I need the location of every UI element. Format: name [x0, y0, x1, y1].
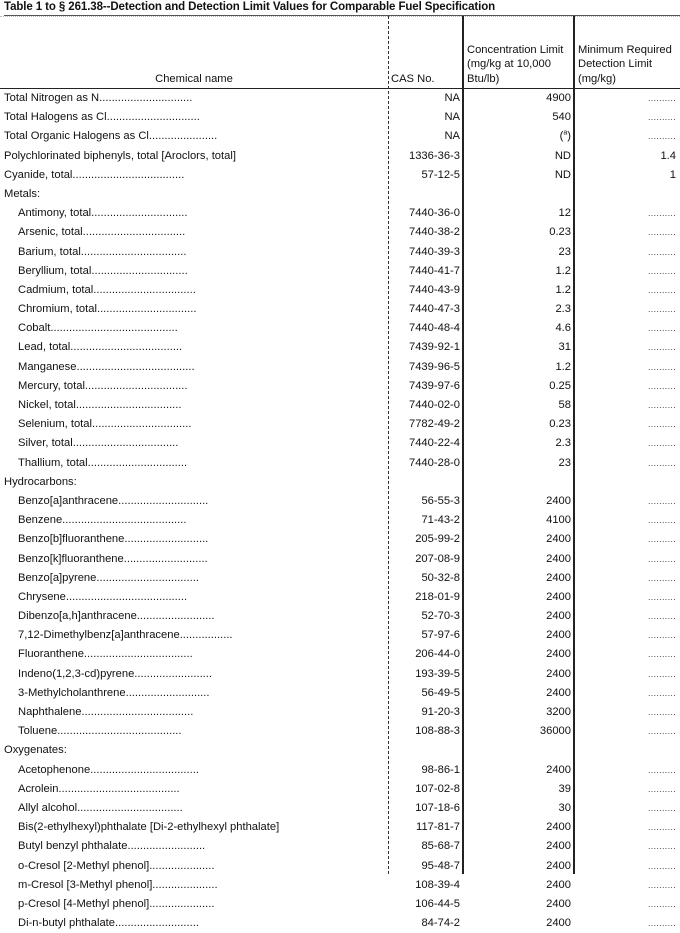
- chemical-name: Toluene........................................: [18, 725, 182, 738]
- concentration-limit: 540: [552, 111, 571, 124]
- table-row: [0, 358, 680, 377]
- chemical-name: Benzo[a]anthracene.............................: [18, 494, 209, 507]
- table-row: [0, 665, 680, 684]
- cas-number: 205-99-2: [415, 533, 460, 546]
- chemical-name: Benzo[k]fluoranthene...........................: [18, 552, 208, 565]
- chemical-name: Manganese......................................: [18, 360, 195, 373]
- cas-number: 95-48-7: [421, 859, 460, 872]
- min-detection-limit: ..........: [647, 879, 676, 890]
- concentration-limit: 1.2: [555, 283, 571, 296]
- cas-number: 57-97-6: [421, 629, 460, 642]
- table-row: [0, 837, 680, 856]
- cas-number: 106-44-5: [415, 897, 460, 910]
- chemical-name: Thallium, total................................: [18, 456, 188, 469]
- min-detection-limit: ..........: [647, 419, 676, 430]
- table-body: [0, 89, 680, 933]
- min-detection-limit: ..........: [647, 495, 676, 506]
- cas-number: 56-55-3: [421, 494, 460, 507]
- concentration-limit: 2400: [546, 763, 571, 776]
- group-header-row: [0, 185, 680, 204]
- table-row: [0, 338, 680, 357]
- table-row: [0, 645, 680, 664]
- min-detection-limit: ..........: [647, 898, 676, 909]
- cas-number: 85-68-7: [421, 840, 460, 853]
- chemical-name: Benzo[a]pyrene.................................: [18, 571, 199, 584]
- min-detection-limit: ..........: [647, 208, 676, 219]
- cas-number: 7782-49-2: [408, 418, 460, 431]
- chemical-name: m-Cresol [3-Methyl phenol].....................: [18, 878, 218, 891]
- table-row: [0, 857, 680, 876]
- concentration-limit: 1.2: [555, 360, 571, 373]
- concentration-limit: 2400: [546, 629, 571, 642]
- cas-number: 107-02-8: [415, 782, 460, 795]
- chemical-name: Dibenzo[a,h]anthracene.........................: [18, 610, 215, 623]
- chemical-name: 3-Methylcholanthrene...........................: [18, 686, 210, 699]
- concentration-limit: 4.6: [555, 322, 571, 335]
- cas-number: 57-12-5: [421, 168, 460, 181]
- table-row: [0, 89, 680, 108]
- min-detection-limit: ..........: [647, 841, 676, 852]
- chemical-name: Silver, total..................................: [18, 437, 179, 450]
- min-detection-limit: ..........: [647, 918, 676, 929]
- min-detection-limit: ..........: [647, 323, 676, 334]
- chemical-name: Acetophenone...................................: [18, 763, 199, 776]
- cas-number: 108-88-3: [415, 725, 460, 738]
- chemical-name: Selenium, total................................: [18, 418, 192, 431]
- min-detection-limit: ..........: [647, 361, 676, 372]
- chemical-name: Total Halogens as Cl..............................: [4, 111, 200, 124]
- concentration-limit: 2400: [546, 897, 571, 910]
- column-header-min-detection-limit: Minimum Required Detection Limit (mg/kg): [578, 43, 672, 85]
- cas-number: 52-70-3: [421, 610, 460, 623]
- chemical-name: Nickel, total..................................: [18, 399, 182, 411]
- concentration-limit: 2400: [546, 552, 571, 565]
- table-row: [0, 434, 680, 453]
- concentration-limit: 2400: [546, 590, 571, 603]
- cas-number: 7440-39-3: [408, 245, 460, 258]
- min-detection-limit: ..........: [647, 342, 676, 353]
- cas-number: NA: [444, 130, 460, 143]
- cas-number: 7440-36-0: [408, 207, 460, 220]
- table-row: [0, 377, 680, 396]
- concentration-limit: 2400: [546, 840, 571, 853]
- min-detection-limit: ..........: [647, 783, 676, 794]
- table-header: [0, 16, 680, 89]
- column-header-concentration-limit: Concentration Limit (mg/kg at 10,000 Btu/lb): [467, 43, 564, 85]
- cas-number: 7440-47-3: [408, 303, 460, 316]
- chemical-name: Butyl benzyl phthalate.........................: [18, 840, 206, 853]
- chemical-name: Antimony, total...............................: [18, 207, 188, 220]
- cas-number: 7439-96-5: [408, 360, 460, 373]
- min-detection-limit: ..........: [647, 860, 676, 871]
- chemical-name: Cobalt.........................................: [18, 322, 178, 335]
- min-detection-limit: ..........: [647, 265, 676, 276]
- cas-number: 7440-02-0: [408, 399, 460, 411]
- table-row: [0, 108, 680, 127]
- concentration-limit: 39: [558, 782, 571, 795]
- cas-number: 7440-48-4: [408, 322, 460, 335]
- table-row: [0, 895, 680, 914]
- min-detection-limit: ..........: [647, 380, 676, 391]
- min-detection-limit: ..........: [647, 572, 676, 583]
- min-detection-limit: ..........: [647, 726, 676, 737]
- chemical-name: o-Cresol [2-Methyl phenol].....................: [18, 859, 215, 872]
- concentration-limit: 2400: [546, 610, 571, 623]
- concentration-limit: 2400: [546, 859, 571, 872]
- table-row: [0, 799, 680, 818]
- cas-number: 7439-97-6: [408, 379, 460, 392]
- concentration-limit: 0.25: [549, 379, 571, 392]
- cas-number: 207-08-9: [415, 552, 460, 565]
- cas-number: 56-49-5: [421, 686, 460, 699]
- concentration-limit: ND: [554, 168, 571, 181]
- group-label: Oxygenates:: [4, 744, 67, 757]
- concentration-limit: 30: [558, 801, 571, 814]
- min-detection-limit: ..........: [647, 284, 676, 295]
- cas-number: 50-32-8: [421, 571, 460, 584]
- min-detection-limit: ..........: [647, 246, 676, 257]
- min-detection-limit: ..........: [647, 630, 676, 641]
- table-row: [0, 761, 680, 780]
- concentration-limit: 2400: [546, 571, 571, 584]
- chemical-name: Chromium, total................................: [18, 303, 197, 316]
- concentration-limit: 2.3: [555, 303, 571, 316]
- table-row: [0, 492, 680, 511]
- chemical-name: Total Nitrogen as N..............................: [4, 92, 193, 104]
- table-row: [0, 722, 680, 741]
- chemical-name: p-Cresol [4-Methyl phenol].....................: [18, 897, 215, 910]
- min-detection-limit: ..........: [647, 131, 676, 142]
- chemical-name: Barium, total..................................: [18, 245, 187, 258]
- table-row: [0, 780, 680, 799]
- group-header-row: [0, 741, 680, 760]
- concentration-limit: 1.2: [555, 264, 571, 277]
- concentration-limit: ND: [554, 149, 571, 162]
- concentration-limit: ($^a$): [559, 129, 571, 143]
- min-detection-limit: ..........: [647, 764, 676, 775]
- min-detection-limit: ..........: [647, 591, 676, 602]
- column-header-chemical-name: Chemical name: [155, 72, 233, 85]
- min-detection-limit: ..........: [647, 707, 676, 717]
- concentration-limit: 23: [558, 456, 571, 469]
- cas-number: 1336-36-3: [408, 149, 460, 162]
- table-row: [0, 262, 680, 281]
- table-row: [0, 300, 680, 319]
- table-row: [0, 204, 680, 223]
- min-detection-limit: ..........: [647, 611, 676, 622]
- concentration-limit: 2400: [546, 686, 571, 699]
- cas-number: 7440-28-0: [408, 456, 460, 469]
- table-row: [0, 319, 680, 338]
- min-detection-limit: ..........: [647, 227, 676, 238]
- concentration-limit: 12: [558, 207, 571, 220]
- min-detection-limit: ..........: [647, 822, 676, 833]
- cas-number: 98-86-1: [421, 763, 460, 776]
- min-detection-limit: ..........: [647, 515, 676, 526]
- min-detection-limit: ..........: [647, 649, 676, 660]
- table-row: [0, 550, 680, 569]
- table-row: [0, 914, 680, 933]
- table-row: [0, 626, 680, 645]
- chemical-name: Cyanide, total....................................: [4, 168, 185, 181]
- concentration-limit: 58: [558, 399, 571, 411]
- cas-number: 117-81-7: [416, 821, 460, 834]
- chemical-name: 7,12-Dimethylbenz[a]anthracene.................: [18, 629, 233, 642]
- min-detection-limit: ..........: [647, 112, 676, 123]
- table-row: [0, 127, 680, 146]
- table-row: [0, 147, 680, 166]
- cas-number: 84-74-2: [421, 917, 460, 930]
- concentration-limit: 2400: [546, 917, 571, 930]
- table-title: Table 1 to § 261.38--Detection and Detection Limit Values for Comparable Fuel Specification: [4, 0, 680, 16]
- chemical-name: Allyl alcohol..................................: [18, 801, 183, 814]
- chemical-name: Beryllium, total...............................: [18, 264, 188, 277]
- table-row: [0, 281, 680, 300]
- min-detection-limit: ..........: [647, 687, 676, 698]
- chemical-name: Bis(2-ethylhexyl)phthalate [Di-2-ethylhexyl phthalate]: [18, 821, 280, 834]
- chemical-name: Chrysene.......................................: [18, 590, 188, 603]
- table-row: [0, 223, 680, 242]
- min-detection-limit: 1.4: [660, 149, 676, 162]
- table-row: [0, 166, 680, 185]
- chemical-name: Di-n-butyl phthalate...........................: [18, 917, 199, 930]
- table-row: [0, 876, 680, 895]
- cas-number: 108-39-4: [415, 878, 460, 891]
- cas-number: 206-44-0: [415, 648, 460, 661]
- table-row: [0, 588, 680, 607]
- table-row: [0, 703, 680, 722]
- concentration-limit: 2400: [546, 494, 571, 507]
- table-row: [0, 818, 680, 837]
- cas-number: 7440-22-4: [408, 437, 460, 450]
- group-header-row: [0, 473, 680, 492]
- cas-number: 7440-41-7: [408, 264, 460, 277]
- chemical-name: Fluoranthene...................................: [18, 648, 193, 661]
- min-detection-limit: ..........: [647, 553, 676, 564]
- chemical-name: Cadmium, total.................................: [18, 283, 196, 296]
- table-row: [0, 243, 680, 262]
- chemical-name: Naphthalene....................................: [18, 706, 194, 718]
- cas-number: 91-20-3: [421, 706, 460, 718]
- concentration-limit: 2400: [546, 667, 571, 680]
- cas-number: 7439-92-1: [408, 341, 460, 354]
- concentration-limit: 4100: [546, 514, 571, 527]
- chemical-name: Polychlorinated biphenyls, total [Aroclors, total]: [4, 149, 236, 162]
- concentration-limit: 2400: [546, 821, 571, 834]
- min-detection-limit: ..........: [647, 802, 676, 813]
- cas-number: 193-39-5: [415, 667, 460, 680]
- table-row: [0, 684, 680, 703]
- chemical-name: Lead, total....................................: [18, 341, 183, 354]
- concentration-limit: 4900: [546, 92, 571, 104]
- chemical-name: Total Organic Halogens as Cl......................: [4, 130, 218, 143]
- min-detection-limit: ..........: [647, 400, 676, 410]
- group-label: Hydrocarbons:: [4, 475, 77, 488]
- cas-number: 7440-43-9: [408, 283, 460, 296]
- concentration-limit: 36000: [539, 725, 571, 738]
- concentration-limit: 2400: [546, 533, 571, 546]
- concentration-limit: 0.23: [549, 418, 571, 431]
- chemical-name: Acrolein.......................................: [18, 782, 180, 795]
- table-row: [0, 415, 680, 434]
- group-label: Metals:: [4, 187, 41, 200]
- concentration-limit: 2400: [546, 648, 571, 661]
- min-detection-limit: ..........: [647, 668, 676, 679]
- table-row: [0, 511, 680, 530]
- table-row: [0, 530, 680, 549]
- cas-number: NA: [444, 92, 460, 104]
- cas-number: NA: [444, 111, 460, 124]
- cas-number: 71-43-2: [421, 514, 460, 527]
- table-row: [0, 607, 680, 626]
- chemical-name: Mercury, total.................................: [18, 379, 188, 392]
- concentration-limit: 2.3: [555, 437, 571, 450]
- cas-number: 218-01-9: [415, 590, 460, 603]
- concentration-limit: 0.23: [549, 226, 571, 239]
- chemical-name: Arsenic, total.................................: [18, 226, 186, 239]
- min-detection-limit: ..........: [647, 438, 676, 449]
- concentration-limit: 23: [558, 245, 571, 258]
- min-detection-limit: 1: [669, 168, 676, 181]
- cas-number: 7440-38-2: [408, 226, 460, 239]
- chemical-name: Indeno(1,2,3-cd)pyrene.........................: [18, 667, 213, 680]
- min-detection-limit: ..........: [647, 534, 676, 545]
- table-row: [0, 569, 680, 588]
- table-row: [0, 396, 680, 415]
- min-detection-limit: ..........: [647, 93, 676, 103]
- table-row: [0, 454, 680, 473]
- concentration-limit: 2400: [546, 878, 571, 891]
- column-header-cas-no: CAS No.: [391, 72, 435, 85]
- cas-number: 107-18-6: [415, 801, 460, 814]
- concentration-limit: 3200: [546, 706, 571, 718]
- chemical-name: Benzo[b]fluoranthene...........................: [18, 533, 209, 546]
- min-detection-limit: ..........: [647, 304, 676, 315]
- concentration-limit: 31: [558, 341, 571, 354]
- chemical-name: Benzene........................................: [18, 514, 187, 527]
- min-detection-limit: ..........: [647, 457, 676, 468]
